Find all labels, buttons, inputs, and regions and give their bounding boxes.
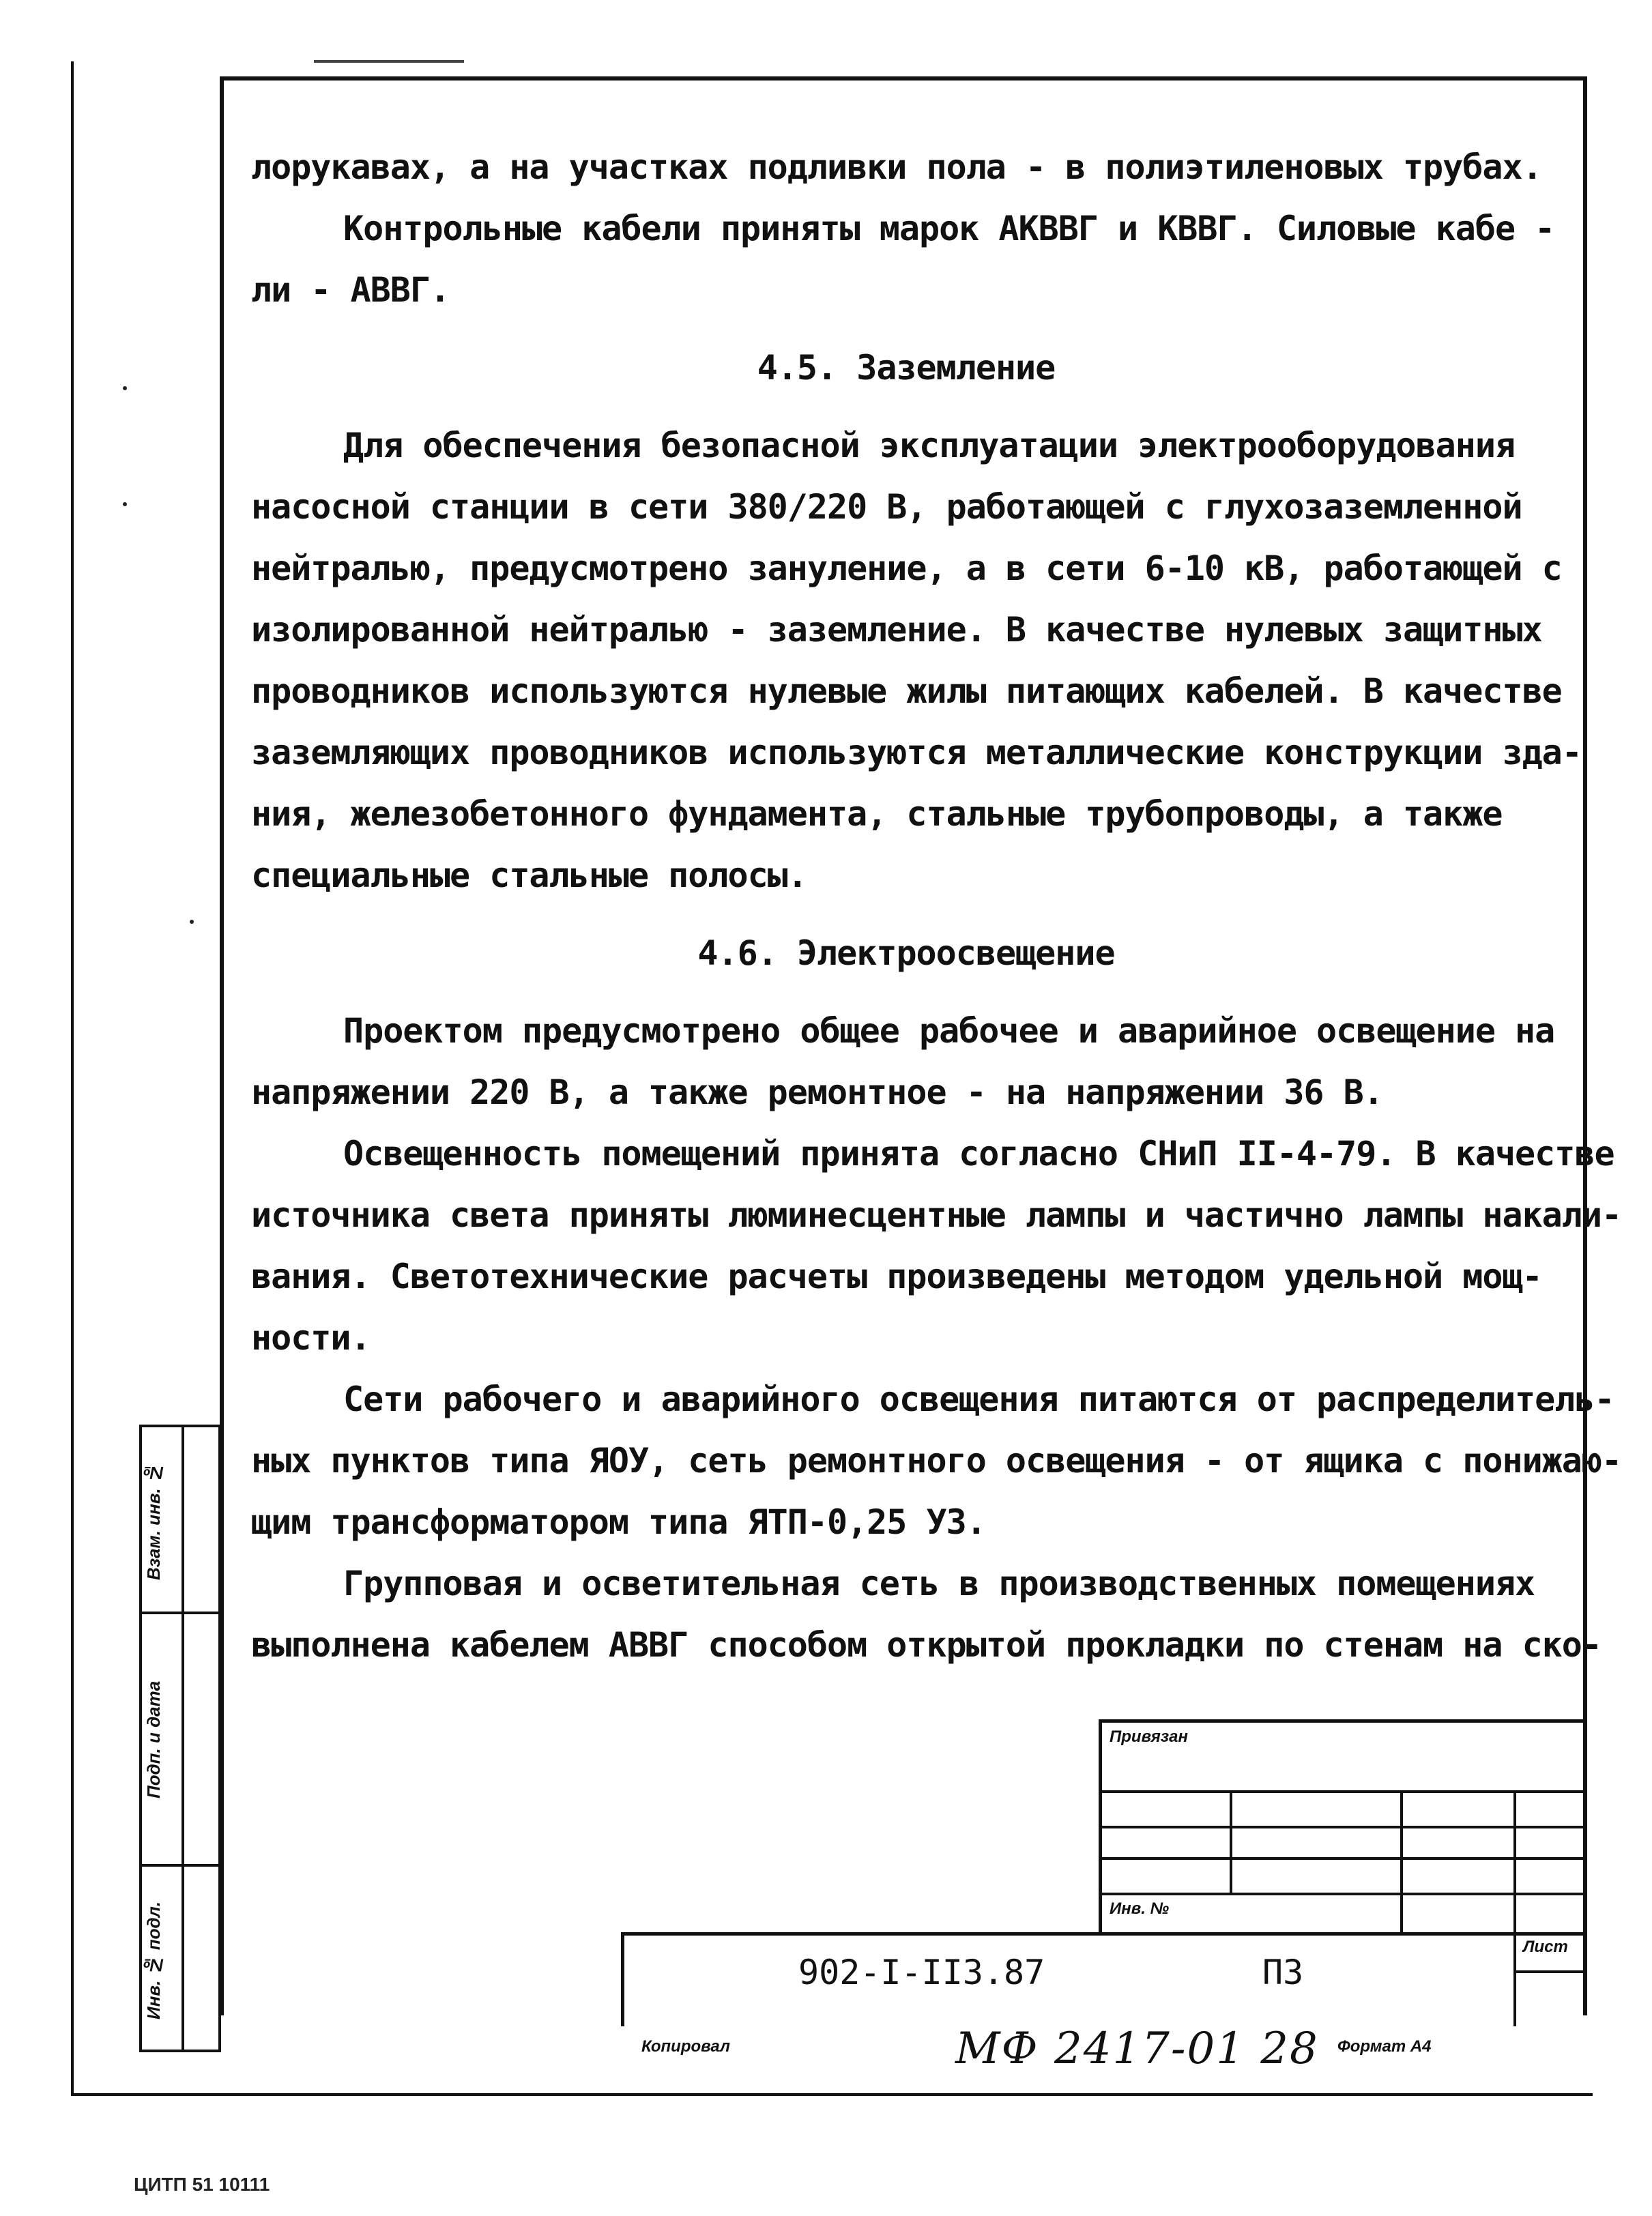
- vzam-label: Взам. инв. №: [143, 1463, 164, 1580]
- text-line: ли - АВВГ.: [251, 270, 450, 310]
- text-line: ния, железобетонного фундамента, стальные трубопроводы, а также: [251, 794, 1503, 834]
- inv-no-label: Инв. №: [1110, 1899, 1170, 1918]
- speck: [123, 386, 127, 390]
- title-strip: [621, 1932, 1587, 2026]
- text-line: заземляющих проводников используются металлические конструкции зда-: [251, 733, 1582, 772]
- copied-label: Копировал: [641, 2037, 730, 2056]
- bottom-print-code: ЦИТП 51 10111: [134, 2174, 270, 2195]
- document-code: 902-I-II3.87: [798, 1953, 1045, 1992]
- privyazan-label: Привязан: [1110, 1727, 1188, 1746]
- text-line: источника света приняты люминесцентные лампы и частично лампы накали-: [251, 1195, 1622, 1235]
- side-stamp: [139, 1425, 221, 2052]
- text-line: напряжении 220 В, а также ремонтное - на напряжении 36 В.: [251, 1073, 1383, 1112]
- document-type: ПЗ: [1262, 1953, 1304, 1992]
- text-line: щим трансформатором типа ЯТП-0,25 УЗ.: [251, 1502, 986, 1542]
- section-heading-4-6: 4.6. Электроосвещение: [697, 933, 1115, 973]
- speck: [123, 502, 127, 506]
- outer-bottom-border: [71, 2093, 1593, 2096]
- text-line: Сети рабочего и аварийного освещения питаются от распределитель-: [343, 1380, 1614, 1419]
- handwritten-number: МФ 2417-01 28: [955, 2024, 1319, 2074]
- text-line: нейтралью, предусмотрено зануление, а в сети 6-10 кВ, работающей с: [251, 549, 1562, 588]
- text-line: Для обеспечения безопасной эксплуатации электрооборудования: [343, 426, 1516, 465]
- inv-label: Инв. № подл.: [143, 1901, 164, 2020]
- top-mark: [314, 60, 464, 63]
- text-line: Групповая и осветительная сеть в производственных помещениях: [343, 1564, 1535, 1603]
- speck: [190, 920, 194, 924]
- text-line: лорукавах, а на участках подливки пола - в полиэтиленовых трубах.: [251, 147, 1542, 187]
- text-line: Освещенность помещений принята согласно СНиП II-4-79. В качестве: [343, 1134, 1614, 1173]
- list-label: Лист: [1523, 1938, 1568, 1956]
- text-line: насосной станции в сети 380/220 В, работающей с глухозаземленной: [251, 487, 1522, 527]
- text-line: вания. Светотехнические расчеты произведены методом удельной мощ-: [251, 1257, 1542, 1296]
- text-line: изолированной нейтралью - заземление. В качестве нулевых защитных: [251, 610, 1542, 650]
- format-label: Формат А4: [1337, 2037, 1432, 2056]
- text-line: ных пунктов типа ЯОУ, сеть ремонтного освещения - от ящика с понижаю-: [251, 1441, 1622, 1481]
- text-line: проводников используются нулевые жилы питающих кабелей. В качестве: [251, 671, 1562, 711]
- body-text: [251, 136, 1622, 1676]
- outer-left-border: [71, 61, 74, 2096]
- text-line: специальные стальные полосы.: [251, 856, 807, 895]
- text-line: выполнена кабелем АВВГ способом открытой прокладки по стенам на ско-: [251, 1625, 1602, 1665]
- text-line: Контрольные кабели приняты марок АКВВГ и КВВГ. Силовые кабе -: [343, 209, 1555, 248]
- section-heading-4-5: 4.5. Заземление: [757, 348, 1056, 388]
- podp-label: Подп. и дата: [143, 1680, 164, 1799]
- text-line: ности.: [251, 1318, 371, 1358]
- text-line: Проектом предусмотрено общее рабочее и аварийное освещение на: [343, 1011, 1555, 1051]
